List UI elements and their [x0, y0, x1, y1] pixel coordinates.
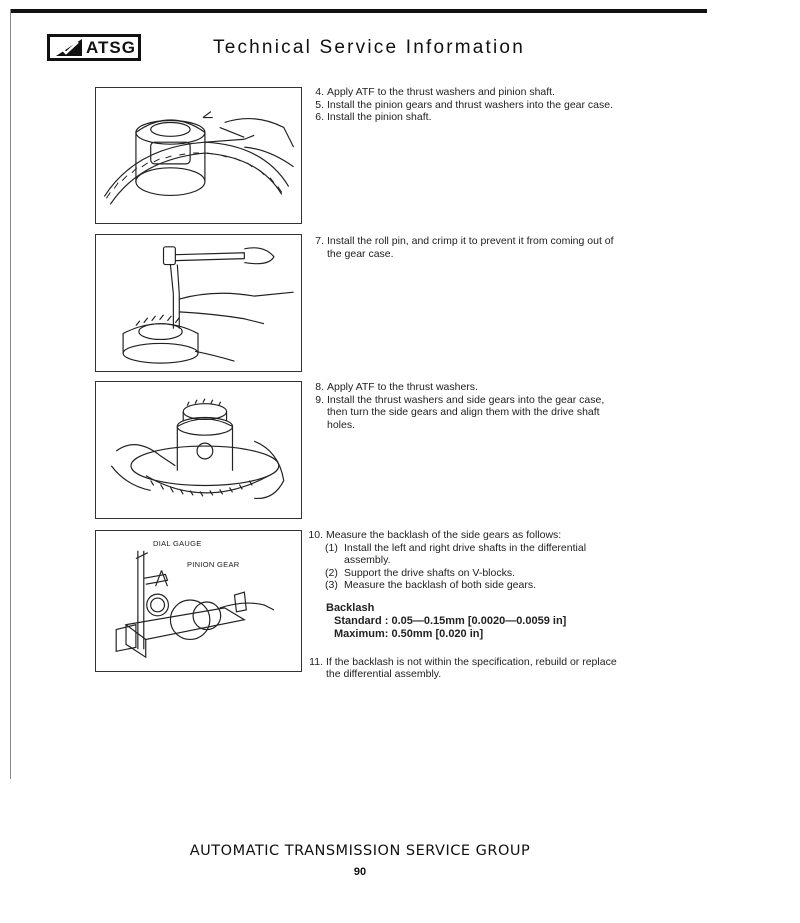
- steps-4-6: [310, 86, 622, 124]
- footer-title: AUTOMATIC TRANSMISSION SERVICE GROUP: [189, 843, 531, 859]
- checkmark-icon: [56, 39, 82, 56]
- roll-pin-illustration: [96, 235, 301, 371]
- backlash-maximum: Maximum: 0.50mm [0.020 in]: [334, 627, 484, 640]
- dial-gauge-illustration: [96, 531, 301, 671]
- top-rule: [10, 9, 707, 13]
- step-6: 6. Install the pinion shaft.: [315, 111, 432, 123]
- step-7-block: [310, 235, 622, 260]
- figure-roll-pin: [95, 234, 302, 372]
- backlash-standard: Standard : 0.05—0.15mm [0.0020—0.0059 in]: [334, 614, 567, 627]
- logo-text: ATSG: [86, 37, 136, 57]
- step-10: 10. Measure the backlash of the side gears as follows:: [308, 529, 562, 541]
- left-margin-rule: [10, 9, 11, 779]
- step-4: 4. Apply ATF to the thrust washers and pinion shaft.: [315, 86, 556, 98]
- figure-dial-gauge: [95, 530, 302, 672]
- backlash-heading: Backlash: [326, 601, 375, 614]
- page-number: 90: [353, 866, 367, 878]
- substep-2: (2) Support the drive shafts on V-blocks.: [325, 566, 516, 579]
- step-5: 5. Install the pinion gears and thrust washers into the gear case.: [315, 98, 614, 111]
- figure-side-gears: [95, 381, 302, 519]
- substep-3: (3) Measure the backlash of both side gears.: [325, 579, 537, 591]
- figure-pinion-shaft: [95, 87, 302, 224]
- steps-8-9: [310, 381, 622, 431]
- steps-10-11: [303, 529, 622, 681]
- step-7: 7. Install the roll pin, and crimp it to prevent it from coming out of the gear case.: [315, 235, 614, 260]
- substep-1: (1) Install the left and right drive shafts in the differential assembly.: [325, 541, 587, 566]
- step-11: 11. If the backlash is not within the specification, rebuild or replace the differential assembly.: [309, 655, 617, 680]
- atsg-logo: [47, 34, 141, 61]
- pinion-gear-label: PINION GEAR: [187, 560, 240, 569]
- side-gears-illustration: [96, 382, 301, 518]
- backlash-spec: [303, 602, 622, 641]
- pinion-shaft-illustration: [96, 88, 301, 223]
- dial-gauge-label: DIAL GAUGE: [153, 539, 202, 548]
- step-9: 9. Install the thrust washers and side gears into the gear case, then turn the side gears and align them with the drive shaft holes.: [315, 393, 605, 431]
- page-title: Technical Service Information: [213, 37, 525, 58]
- step-8: 8. Apply ATF to the thrust washers.: [315, 381, 478, 393]
